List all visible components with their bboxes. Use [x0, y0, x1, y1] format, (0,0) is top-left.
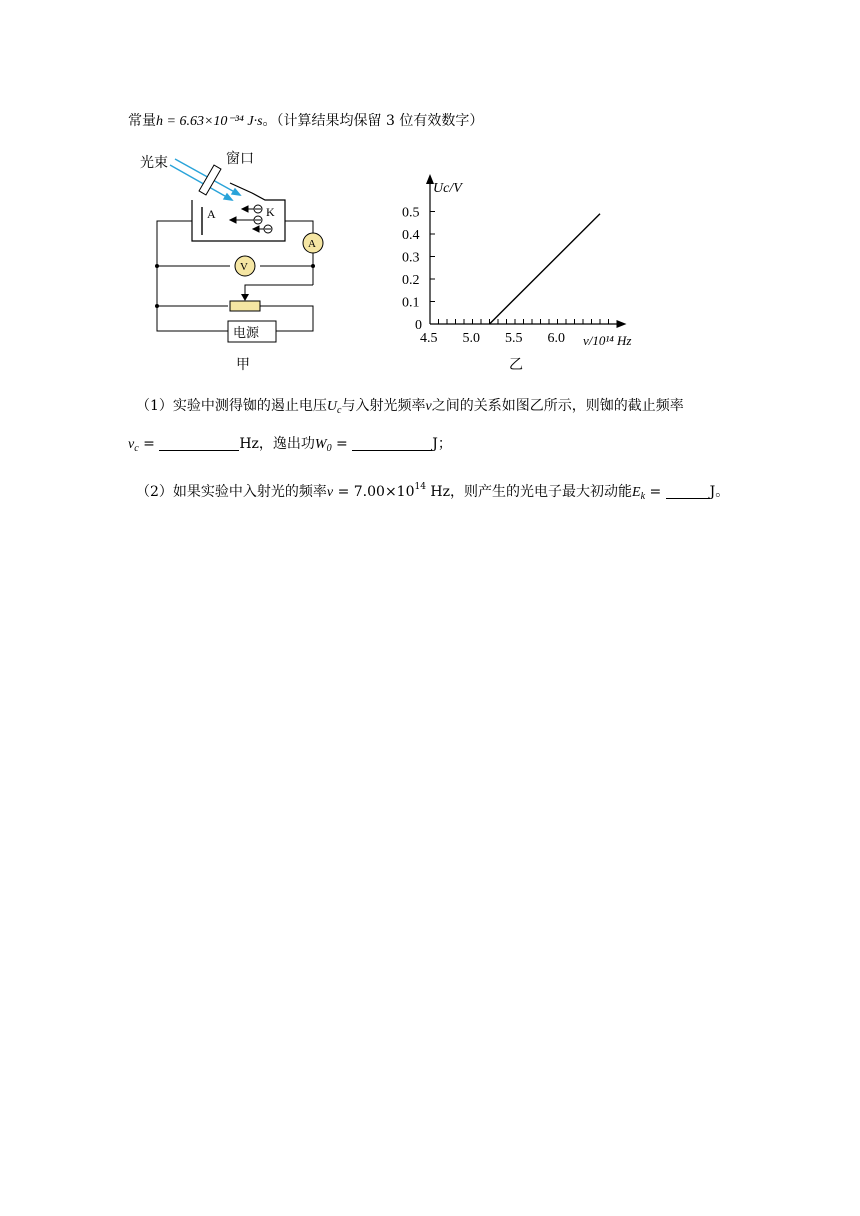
graph-layer	[402, 174, 627, 346]
window-plate	[199, 165, 221, 195]
hz-unit-text: Hz，逸出功	[239, 436, 315, 452]
intro-suffix: 。（计算结果均保留 3 位有效数字）	[262, 113, 484, 129]
power-label: 电源	[233, 326, 260, 341]
constant-statement	[128, 110, 483, 130]
light-beam-label: 光束	[140, 155, 168, 171]
question-1-line-2	[128, 433, 452, 454]
y-tick-label: 0.1	[402, 295, 420, 311]
q2-nu-exp: 14	[414, 482, 426, 492]
question-1-line-1	[136, 395, 684, 416]
x-axis-label: ν/10¹⁴ Hz	[583, 333, 632, 348]
symbol-U: U	[326, 399, 338, 414]
nu-c-sub: c	[134, 443, 139, 454]
circuit-diagram	[130, 145, 330, 375]
q2-unit: J。	[709, 484, 730, 500]
W-sub: 0	[326, 443, 332, 454]
question-2	[136, 481, 729, 502]
ammeter-label: A	[308, 238, 316, 250]
voltmeter-label: V	[240, 261, 248, 273]
q2-text-1: （2）如果实验中入射光的频率	[136, 484, 327, 500]
y-tick-label: 0	[415, 318, 422, 333]
figure-jia-caption: 甲	[236, 357, 250, 373]
q1-text-2: 与入射光频率	[341, 398, 426, 414]
x-tick-label: 5.5	[505, 331, 523, 346]
x-tick-label: 5.0	[462, 331, 480, 346]
q1-text-3: 之间的关系如图乙所示，则铷的截止频率	[431, 398, 684, 414]
W-symbol: W	[314, 437, 327, 452]
y-tick-label: 0.4	[402, 228, 420, 243]
circuit-wires	[157, 221, 313, 331]
E-symbol: E	[632, 485, 641, 500]
symbol-U-sub: c	[337, 405, 342, 416]
y-tick-label: 0.2	[402, 273, 420, 288]
symbol-nu: ν	[425, 399, 432, 414]
q2-nu-symbol: ν	[326, 485, 334, 500]
nu-c-symbol: ν	[128, 437, 135, 452]
slider-arrow	[241, 294, 249, 301]
planck-constant-formula: h = 6.63×10⁻³⁴ J·s	[156, 114, 263, 129]
y-axis-label: Uc/V	[433, 181, 462, 196]
window-label: 窗口	[226, 151, 254, 167]
j-unit-text: J；	[432, 436, 452, 452]
q1-text-1: （1）实验中测得铷的遏止电压	[136, 398, 327, 414]
intro-prefix: 常量	[128, 113, 156, 129]
cutoff-frequency-blank[interactable]	[159, 436, 239, 451]
x-tick-label: 4.5	[420, 331, 438, 346]
equals-sign-2: =	[336, 436, 348, 452]
y-tick-label: 0.3	[402, 250, 420, 266]
work-function-blank[interactable]	[352, 436, 432, 451]
cathode-label: K	[266, 205, 275, 219]
y-tick-label: 0.5	[402, 205, 420, 221]
figure-yi-caption: 乙	[509, 357, 523, 373]
E-sub: k	[640, 491, 646, 502]
q2-nu-value: = 7.00×10	[337, 484, 415, 500]
stopping-voltage-graph	[395, 172, 665, 377]
series-line	[490, 214, 601, 324]
equals-sign-3: =	[649, 484, 662, 500]
x-axis-arrow	[617, 320, 627, 328]
x-tick-label: 6.0	[547, 331, 565, 346]
q2-text-2: Hz，则产生的光电子最大初动能	[430, 484, 632, 500]
kinetic-energy-blank[interactable]	[666, 484, 710, 499]
equals-sign: =	[143, 436, 155, 452]
anode-label: A	[207, 207, 216, 221]
rheostat	[230, 301, 260, 311]
